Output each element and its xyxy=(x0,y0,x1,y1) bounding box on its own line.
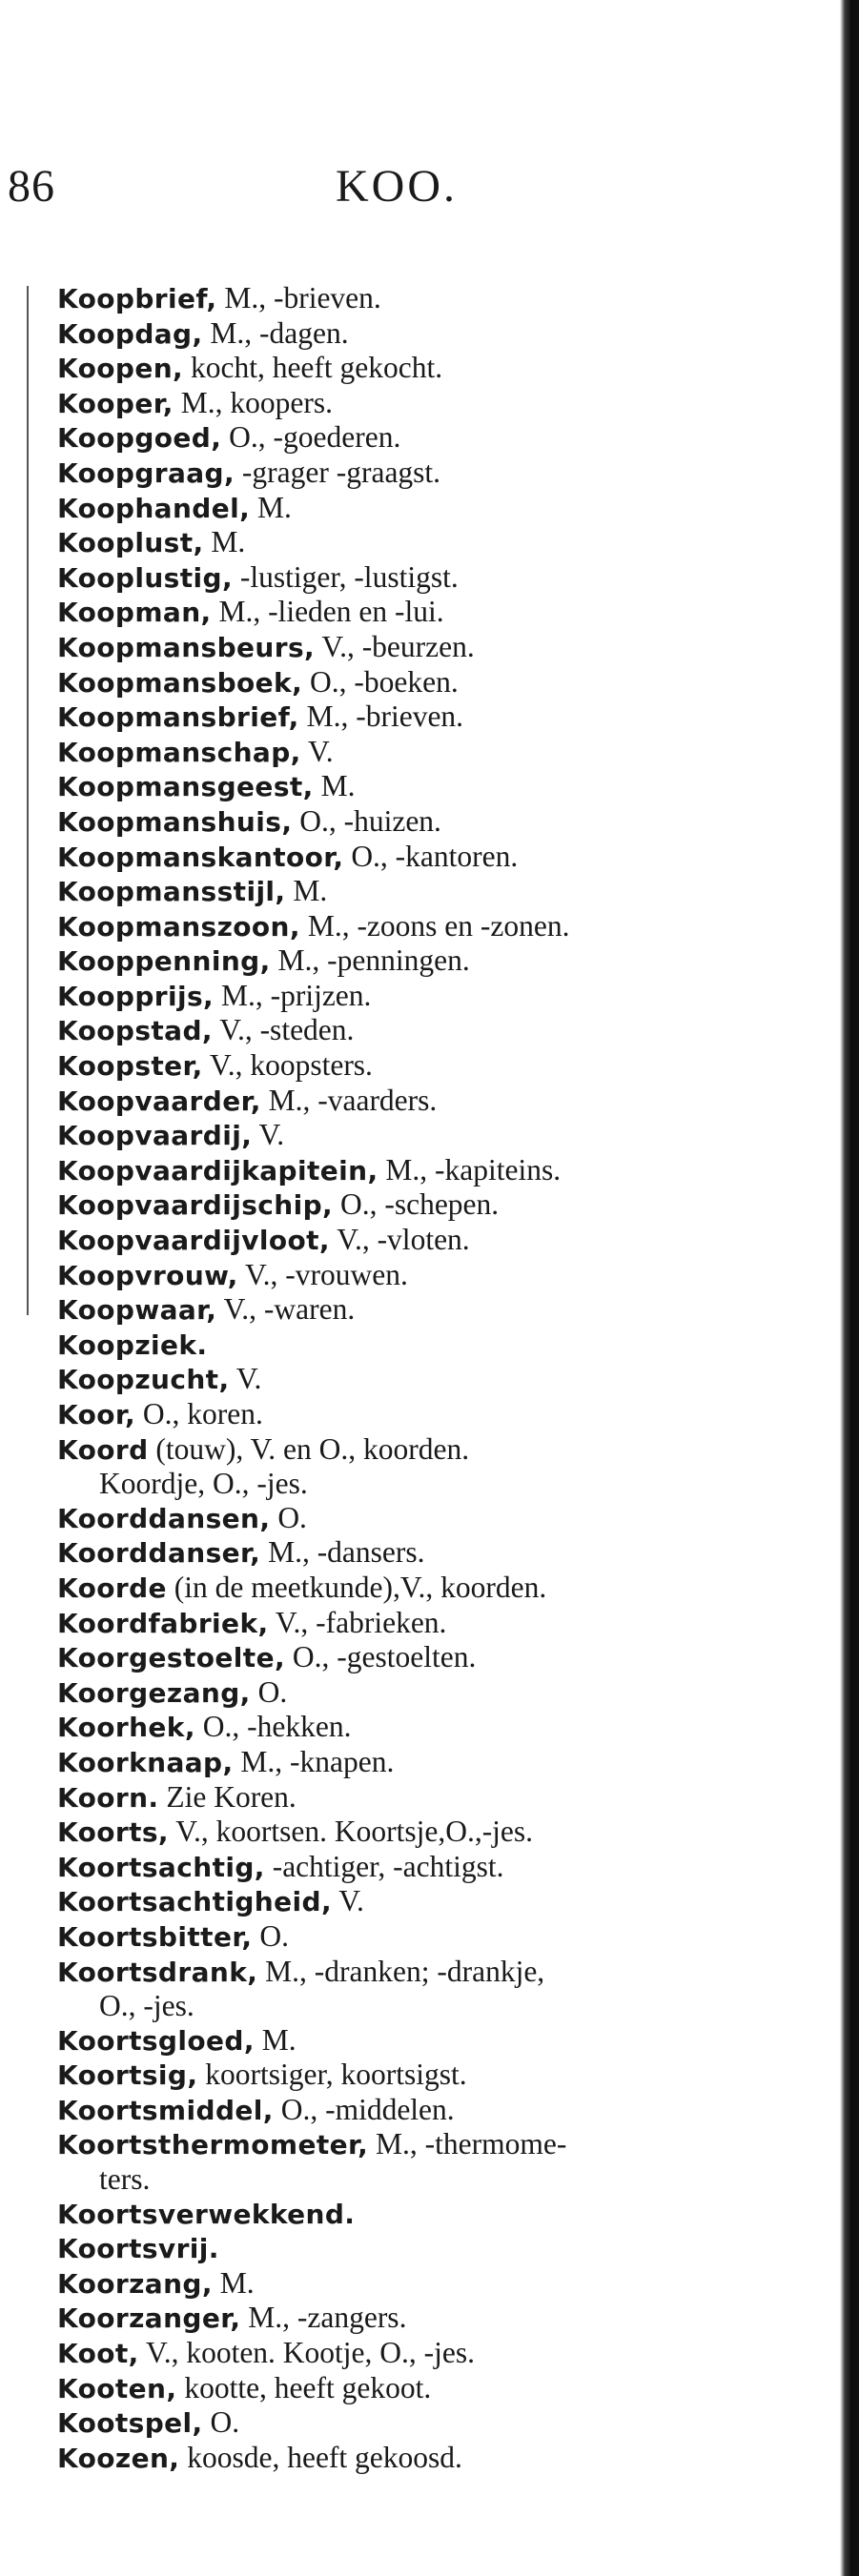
entry-headword: Koopvaardijschip, xyxy=(57,1189,334,1222)
entry-definition: O., koren. xyxy=(135,1397,263,1430)
dictionary-entry xyxy=(57,1187,763,1223)
entry-definition: V. xyxy=(300,734,334,768)
entry-headword: Koopmansgeest, xyxy=(57,771,314,803)
dictionary-entry xyxy=(57,316,763,352)
entry-headword: Koopen, xyxy=(57,353,184,385)
dictionary-entry xyxy=(57,1362,763,1397)
dictionary-entry xyxy=(57,2093,763,2128)
dictionary-entry xyxy=(57,281,763,316)
dictionary-entry xyxy=(57,1223,763,1258)
entry-headword: Koopvaardijkapitein, xyxy=(57,1154,378,1187)
entry-definition: V., -vrouwen. xyxy=(237,1257,408,1291)
dictionary-entry xyxy=(57,2197,763,2232)
entry-headword: Kooppenning, xyxy=(57,945,271,978)
entry-headword: Koorhek, xyxy=(57,1712,195,1744)
dictionary-entry xyxy=(57,2266,763,2302)
dictionary-entry xyxy=(57,2441,763,2476)
entry-definition: M., -lieden en -lui. xyxy=(211,595,444,629)
dictionary-entry xyxy=(57,1780,763,1815)
entry-definition: V., koopsters. xyxy=(202,1048,373,1083)
entry-headword: Koortsbitter, xyxy=(57,1920,253,1953)
entry-headword: Koor, xyxy=(57,1399,136,1430)
dictionary-entry xyxy=(57,1432,763,1501)
dictionary-entry xyxy=(57,1501,763,1536)
entry-headword: Kooplust, xyxy=(57,527,204,559)
entry-headword: Koopster, xyxy=(57,1050,203,1083)
dictionary-entry xyxy=(57,1048,763,1084)
entry-definition: koosde, heeft gekoosd. xyxy=(179,2440,462,2474)
entry-definition: M., -knapen. xyxy=(233,1744,395,1778)
dictionary-entry xyxy=(57,1328,763,1363)
entry-definition: M., -zangers. xyxy=(240,2301,407,2335)
dictionary-entry xyxy=(57,351,763,386)
entry-definition: kootte, heeft gekoot. xyxy=(176,2370,432,2404)
entry-headword: Koortsgloed, xyxy=(57,2024,255,2057)
entry-definition: M., -brieven. xyxy=(298,700,464,734)
entry-headword: Koot, xyxy=(57,2338,139,2370)
entry-headword: Koortsdrank, xyxy=(57,1956,258,1988)
dictionary-entry xyxy=(57,2058,763,2093)
entry-headword: Koopmanshuis, xyxy=(57,805,293,838)
dictionary-entry xyxy=(57,2127,763,2196)
dictionary-entry xyxy=(57,1919,763,1955)
entry-definition: M., koopers. xyxy=(173,385,333,419)
dictionary-entry xyxy=(57,840,763,875)
dictionary-entry xyxy=(57,1013,763,1048)
entry-headword: Koopzucht, xyxy=(57,1364,230,1396)
entry-headword: Koopziek. xyxy=(57,1329,208,1361)
dictionary-entry xyxy=(57,1292,763,1328)
entry-headword: Koopvrouw, xyxy=(57,1259,238,1291)
entry-definition: V., koortsen. Koortsje,O.,-jes. xyxy=(168,1815,534,1849)
dictionary-entry xyxy=(57,560,763,596)
entry-headword: Koopmansstijl, xyxy=(57,876,286,908)
dictionary-entry xyxy=(57,386,763,421)
margin-rule xyxy=(27,286,29,1315)
entry-headword: Koorn. xyxy=(57,1781,159,1814)
entry-headword: Koorts, xyxy=(57,1816,169,1849)
entry-headword: Kooten, xyxy=(57,2372,177,2404)
entry-definition: -grager -graagst. xyxy=(235,455,441,489)
entry-definition: M., -penningen. xyxy=(270,943,470,978)
book-binding-edge xyxy=(840,0,859,2576)
entry-definition: V., -vloten. xyxy=(329,1223,470,1257)
dictionary-entry xyxy=(57,1675,763,1711)
dictionary-entry xyxy=(57,874,763,909)
entry-headword: Koorgestoelte, xyxy=(57,1642,286,1674)
entry-headword: Koophandel, xyxy=(57,492,251,524)
entry-headword: Kooper, xyxy=(57,387,174,419)
entry-headword: Koortsig, xyxy=(57,2059,198,2092)
entry-definition: O. xyxy=(252,1918,289,1953)
entry-definition: V., -beurzen. xyxy=(315,629,475,663)
entry-headword: Koopvaardij, xyxy=(57,1120,253,1152)
dictionary-entry xyxy=(57,420,763,456)
page-number: 86 xyxy=(8,161,55,212)
dictionary-entry xyxy=(57,2231,763,2266)
entry-definition: kocht, heeft gekocht. xyxy=(183,351,443,385)
entry-definition: M., -prijzen. xyxy=(214,978,372,1012)
entry-definition: M., -dansers. xyxy=(260,1535,425,1570)
entry-headword: Koortsthermometer, xyxy=(57,2129,369,2161)
dictionary-entry xyxy=(57,1710,763,1745)
dictionary-entry xyxy=(57,525,763,560)
dictionary-entry xyxy=(57,1884,763,1919)
dictionary-entry xyxy=(57,1745,763,1780)
entry-headword: Koortsmiddel, xyxy=(57,2094,274,2126)
entry-headword: Koord xyxy=(57,1433,149,1466)
entry-definition: M., -kapiteins. xyxy=(378,1152,562,1187)
entry-definition: M. xyxy=(313,769,356,803)
entry-definition: M. xyxy=(212,2265,255,2300)
entry-headword: Kooplustig, xyxy=(57,561,233,594)
entry-definition: M., -dranken; -drankje, xyxy=(257,1954,545,1988)
entry-definition: V., kooten. Kootje, O., -jes. xyxy=(138,2336,476,2370)
entry-definition: V., -steden. xyxy=(212,1013,355,1047)
entry-headword: Koopmanskantoor, xyxy=(57,841,344,873)
dictionary-entry xyxy=(57,1118,763,1153)
entry-definition: M. xyxy=(203,525,246,559)
entry-definition: M. xyxy=(285,874,328,908)
dictionary-entry xyxy=(57,804,763,840)
entry-definition: O., -middelen. xyxy=(273,2092,455,2126)
entry-continuation: O., -jes. xyxy=(99,1989,194,2023)
dictionary-entry xyxy=(57,595,763,630)
dictionary-entry xyxy=(57,943,763,979)
entry-definition: M. xyxy=(254,2022,297,2057)
entry-headword: Koopgraag, xyxy=(57,456,235,489)
entry-definition: O. xyxy=(250,1674,288,1709)
dictionary-entry xyxy=(57,2405,763,2441)
dictionary-entry xyxy=(57,630,763,665)
entry-definition: V., -fabrieken. xyxy=(268,1605,447,1639)
dictionary-entry xyxy=(57,1850,763,1885)
dictionary-entry xyxy=(57,979,763,1014)
entry-definition: O., -huizen. xyxy=(292,803,441,838)
entry-definition: (in de meetkunde),V., koorden. xyxy=(166,1570,547,1604)
entry-definition: V. xyxy=(229,1362,262,1396)
entry-definition: M., -dagen. xyxy=(202,315,349,350)
entry-definition: koortsiger, koortsigst. xyxy=(197,2058,467,2092)
entry-headword: Koopmansboek, xyxy=(57,666,303,699)
entry-headword: Koopbrief, xyxy=(57,283,217,314)
entry-headword: Koorzanger, xyxy=(57,2302,241,2335)
entry-headword: Koorddansen, xyxy=(57,1502,271,1534)
dictionary-entry xyxy=(57,1640,763,1675)
dictionary-entry xyxy=(57,769,763,804)
entry-definition: M. xyxy=(250,490,292,524)
dictionary-entry xyxy=(57,735,763,770)
entry-headword: Koopmansbrief, xyxy=(57,701,299,734)
dictionary-entry xyxy=(57,2371,763,2406)
dictionary-entry xyxy=(57,1258,763,1293)
dictionary-entries xyxy=(57,281,763,2475)
entry-definition: V. xyxy=(332,1884,364,1918)
entry-continuation: Koordje, O., -jes. xyxy=(99,1467,308,1501)
dictionary-entry xyxy=(57,909,763,944)
dictionary-entry xyxy=(57,1571,763,1606)
entry-definition: O. xyxy=(270,1500,307,1534)
dictionary-entry xyxy=(57,456,763,491)
entry-definition: O., -boeken. xyxy=(302,664,459,699)
dictionary-entry xyxy=(57,1815,763,1850)
running-head: KOO. xyxy=(336,161,458,212)
entry-headword: Koorknaap, xyxy=(57,1746,234,1778)
dictionary-entry xyxy=(57,665,763,700)
entry-headword: Koordfabriek, xyxy=(57,1607,269,1639)
entry-definition: O., -hekken. xyxy=(194,1710,352,1744)
dictionary-entry xyxy=(57,1535,763,1571)
entry-headword: Koortsvrij. xyxy=(57,2233,219,2265)
entry-definition: -lustiger, -lustigst. xyxy=(232,559,459,594)
entry-definition: O., -gestoelten. xyxy=(285,1640,477,1674)
entry-definition: M., -brieven. xyxy=(216,281,381,314)
entry-definition: M., -thermome- xyxy=(368,2127,567,2161)
entry-definition: Zie Koren. xyxy=(158,1779,297,1814)
entry-headword: Koopvaardijvloot, xyxy=(57,1225,330,1257)
entry-headword: Koopmansbeurs, xyxy=(57,631,316,663)
entry-definition: M., -vaarders. xyxy=(260,1083,438,1117)
dictionary-entry xyxy=(57,2023,763,2059)
entry-definition: -achtiger, -achtigst. xyxy=(264,1849,504,1883)
entry-headword: Koopdag, xyxy=(57,317,203,350)
entry-headword: Koopwaar, xyxy=(57,1294,217,1327)
entry-headword: Koorzang, xyxy=(57,2267,213,2300)
entry-definition: O., -goederen. xyxy=(221,420,401,455)
entry-headword: Koortsachtigheid, xyxy=(57,1886,332,1918)
entry-headword: Koopvaarder, xyxy=(57,1085,261,1117)
entry-headword: Kootspel, xyxy=(57,2407,203,2440)
entry-continuation: ters. xyxy=(99,2162,151,2197)
entry-headword: Koopmanszoon, xyxy=(57,910,300,943)
dictionary-entry xyxy=(57,1955,763,2023)
entry-definition: O., -schepen. xyxy=(333,1187,500,1222)
entry-headword: Koopstad, xyxy=(57,1015,213,1047)
entry-definition: V., -waren. xyxy=(216,1292,356,1327)
entry-headword: Koortsachtig, xyxy=(57,1851,265,1883)
dictionary-entry xyxy=(57,1606,763,1641)
entry-definition: (touw), V. en O., koorden. xyxy=(148,1431,470,1466)
entry-headword: Koopman, xyxy=(57,597,212,629)
entry-headword: Koortsverwekkend. xyxy=(57,2198,356,2230)
dictionary-entry xyxy=(57,2301,763,2336)
entry-definition: O., -kantoren. xyxy=(343,839,519,873)
entry-definition: M., -zoons en -zonen. xyxy=(299,908,570,943)
dictionary-entry xyxy=(57,491,763,526)
dictionary-entry xyxy=(57,2336,763,2371)
dictionary-entry xyxy=(57,1084,763,1119)
entry-headword: Koozen, xyxy=(57,2442,180,2474)
entry-definition: O. xyxy=(202,2405,240,2440)
entry-headword: Koopprijs, xyxy=(57,980,215,1012)
entry-headword: Koorddanser, xyxy=(57,1537,261,1570)
entry-headword: Koopmanschap, xyxy=(57,736,301,768)
dictionary-entry xyxy=(57,700,763,735)
entry-headword: Koorgezang, xyxy=(57,1676,251,1709)
entry-definition: V. xyxy=(252,1118,285,1152)
entry-headword: Koorde xyxy=(57,1572,167,1604)
dictionary-entry xyxy=(57,1397,763,1432)
dictionary-entry xyxy=(57,1153,763,1188)
entry-headword: Koopgoed, xyxy=(57,422,222,455)
